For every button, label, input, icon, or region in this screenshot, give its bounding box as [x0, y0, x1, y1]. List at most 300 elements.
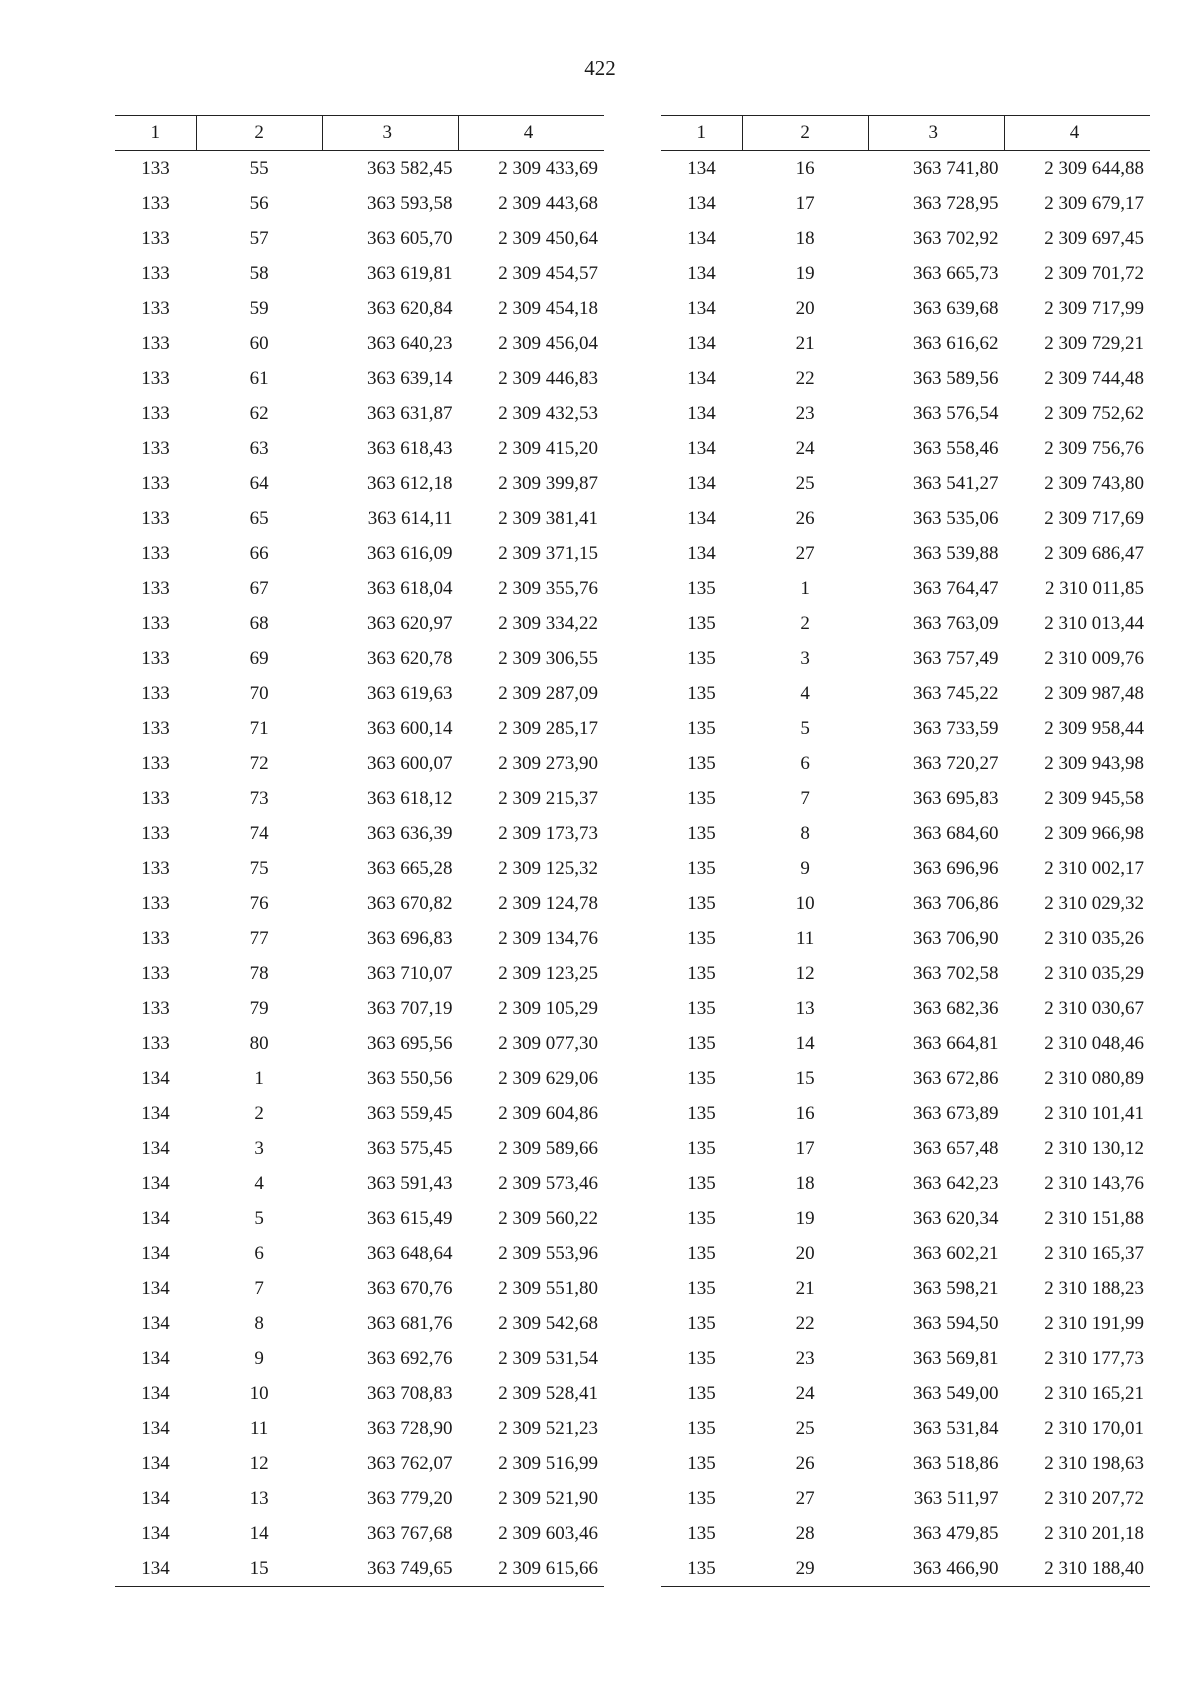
coordinate-x-cell: 363 539,88: [913, 542, 999, 564]
contour-number-cell: 133: [141, 892, 170, 914]
coordinate-y-cell: 2 309 551,80: [498, 1277, 598, 1299]
contour-number-cell: 133: [141, 997, 170, 1019]
point-number-cell: 22: [795, 1312, 815, 1334]
coordinate-x-cell: 363 708,83: [367, 1382, 453, 1404]
coordinate-y-cell: 2 310 009,76: [1044, 647, 1144, 669]
table-row: [115, 1166, 604, 1201]
point-number-cell: 12: [795, 962, 815, 984]
table-row: [115, 571, 604, 606]
contour-number-cell: 135: [687, 1347, 716, 1369]
point-number-cell: 17: [795, 1137, 815, 1159]
table-row: [661, 781, 1150, 816]
point-number-cell: 1: [254, 1067, 264, 1089]
coordinate-x-cell: 363 757,49: [913, 647, 999, 669]
table-row: [661, 291, 1150, 326]
contour-number-cell: 133: [141, 297, 170, 319]
point-number-cell: 59: [249, 297, 269, 319]
point-number-cell: 15: [196, 1551, 322, 1587]
coordinate-y-cell: 2 310 191,99: [1044, 1312, 1144, 1334]
point-number-cell: 7: [800, 787, 810, 809]
point-number-cell: 2: [254, 1102, 264, 1124]
point-number-cell: 13: [795, 997, 815, 1019]
coordinate-y-cell: 2 309 287,09: [498, 682, 598, 704]
contour-number-cell: 133: [141, 437, 170, 459]
table-row: [115, 431, 604, 466]
contour-number-cell: 133: [141, 927, 170, 949]
coordinate-y-cell: 2 309 443,68: [498, 192, 598, 214]
coordinate-y-cell: 2 310 143,76: [1044, 1172, 1144, 1194]
coordinate-x-cell: 363 631,87: [367, 402, 453, 424]
point-number-cell: 5: [800, 717, 810, 739]
point-number-cell: 9: [254, 1347, 264, 1369]
point-number-cell: 15: [795, 1067, 815, 1089]
contour-number-cell: 133: [141, 682, 170, 704]
contour-number-cell: 135: [687, 1487, 716, 1509]
coordinate-x-cell: 363 642,23: [913, 1172, 999, 1194]
point-number-cell: 11: [249, 1417, 269, 1439]
coordinate-x-cell: 363 728,90: [367, 1417, 453, 1439]
coordinate-y-cell: 2 309 399,87: [498, 472, 598, 494]
contour-number-cell: 135: [687, 1242, 716, 1264]
contour-number-cell: 134: [141, 1452, 170, 1474]
point-number-cell: 68: [249, 612, 269, 634]
coordinate-x-cell: 363 710,07: [367, 962, 453, 984]
point-number-cell: 58: [249, 262, 269, 284]
coordinate-x-cell: 363 741,80: [913, 157, 999, 179]
header-col-2: 2: [742, 116, 868, 151]
point-number-cell: 55: [249, 157, 269, 179]
coordinate-y-cell: 2 309 615,66: [459, 1551, 605, 1587]
coordinate-y-cell: 2 309 573,46: [498, 1172, 598, 1194]
coordinate-x-cell: 363 665,28: [367, 857, 453, 879]
coordinate-y-cell: 2 309 958,44: [1044, 717, 1144, 739]
coordinate-x-cell: 363 618,12: [367, 787, 453, 809]
contour-number-cell: 134: [115, 1551, 196, 1587]
coordinate-x-cell: 363 640,23: [367, 332, 453, 354]
table-row: [661, 1131, 1150, 1166]
point-number-cell: 1: [800, 577, 810, 599]
coordinate-y-cell: 2 309 450,64: [498, 227, 598, 249]
point-number-cell: 75: [249, 857, 269, 879]
contour-number-cell: 134: [141, 1382, 170, 1404]
coordinate-y-cell: 2 310 165,21: [1044, 1382, 1144, 1404]
point-number-cell: 28: [795, 1522, 815, 1544]
point-number-cell: 29: [742, 1551, 868, 1587]
coordinate-y-cell: 2 309 966,98: [1044, 822, 1144, 844]
coordinate-y-cell: 2 309 756,76: [1044, 437, 1144, 459]
coordinate-x-cell: 363 620,78: [367, 647, 453, 669]
coordinate-x-cell: 363 559,45: [367, 1102, 453, 1124]
table-row: [661, 361, 1150, 396]
coordinate-y-cell: 2 310 207,72: [1044, 1487, 1144, 1509]
table-row: [661, 711, 1150, 746]
table-row: [115, 1026, 604, 1061]
table-row: [115, 711, 604, 746]
coordinate-x-cell: 363 558,46: [913, 437, 999, 459]
table-row: [115, 991, 604, 1026]
contour-number-cell: 133: [141, 542, 170, 564]
contour-number-cell: 134: [141, 1522, 170, 1544]
coordinate-x-cell: 363 702,92: [913, 227, 999, 249]
coordinate-y-cell: 2 310 201,18: [1044, 1522, 1144, 1544]
contour-number-cell: 135: [687, 752, 716, 774]
coordinate-y-cell: 2 309 752,62: [1044, 402, 1144, 424]
contour-number-cell: 133: [141, 822, 170, 844]
point-number-cell: 18: [795, 1172, 815, 1194]
coordinate-x-cell: 363 695,83: [913, 787, 999, 809]
coordinate-y-cell: 2 310 011,85: [1044, 577, 1144, 599]
point-number-cell: 77: [249, 927, 269, 949]
contour-number-cell: 133: [141, 332, 170, 354]
coordinate-x-cell: 363 702,58: [913, 962, 999, 984]
coordinate-y-cell: 2 309 603,46: [498, 1522, 598, 1544]
point-number-cell: 20: [795, 297, 815, 319]
page-number: 422: [584, 56, 616, 80]
coordinate-y-cell: 2 310 130,12: [1044, 1137, 1144, 1159]
point-number-cell: 19: [795, 1207, 815, 1229]
contour-number-cell: 133: [141, 402, 170, 424]
table-row: [115, 781, 604, 816]
table-row: [115, 1446, 604, 1481]
contour-number-cell: 135: [687, 1522, 716, 1544]
contour-number-cell: 133: [141, 787, 170, 809]
contour-number-cell: 134: [141, 1137, 170, 1159]
coordinate-y-cell: 2 309 679,17: [1044, 192, 1144, 214]
coordinate-x-cell: 363 707,19: [367, 997, 453, 1019]
contour-number-cell: 133: [141, 647, 170, 669]
coordinate-y-cell: 2 309 306,55: [498, 647, 598, 669]
coordinate-x-cell: 363 696,96: [913, 857, 999, 879]
point-number-cell: 65: [249, 507, 269, 529]
table-row: [115, 361, 604, 396]
point-number-cell: 19: [795, 262, 815, 284]
point-number-cell: 56: [249, 192, 269, 214]
coordinate-y-cell: 2 309 644,88: [1044, 157, 1144, 179]
contour-number-cell: 135: [687, 682, 716, 704]
point-number-cell: 26: [795, 1452, 815, 1474]
table-row: [115, 1236, 604, 1271]
contour-number-cell: 135: [687, 1382, 716, 1404]
point-number-cell: 21: [795, 1277, 815, 1299]
point-number-cell: 17: [795, 192, 815, 214]
point-number-cell: 13: [249, 1487, 269, 1509]
table-row: [661, 396, 1150, 431]
table-row: [115, 886, 604, 921]
table-row: [115, 1131, 604, 1166]
table-row: [115, 1096, 604, 1131]
coordinate-x-cell: 363 749,65: [322, 1551, 458, 1587]
contour-number-cell: 133: [141, 577, 170, 599]
coordinate-x-cell: 363 615,49: [367, 1207, 453, 1229]
table-row: [661, 991, 1150, 1026]
table-header: [115, 116, 604, 151]
coordinate-y-cell: 2 309 446,83: [498, 367, 598, 389]
contour-number-cell: 133: [141, 962, 170, 984]
coordinate-x-cell: 363 745,22: [913, 682, 999, 704]
contour-number-cell: 135: [687, 577, 716, 599]
coordinate-y-cell: 2 310 165,37: [1044, 1242, 1144, 1264]
table-body: [115, 151, 604, 1587]
coordinates-table-left: [115, 115, 604, 1587]
coordinate-y-cell: 2 309 433,69: [498, 157, 598, 179]
point-number-cell: 3: [254, 1137, 264, 1159]
table-row: [661, 1306, 1150, 1341]
coordinate-y-cell: 2 309 077,30: [498, 1032, 598, 1054]
contour-number-cell: 133: [141, 857, 170, 879]
coordinate-x-cell: 363 657,48: [913, 1137, 999, 1159]
table-row: [115, 746, 604, 781]
coordinate-x-cell: 363 720,27: [913, 752, 999, 774]
coordinate-y-cell: 2 309 334,22: [498, 612, 598, 634]
table-row: [115, 186, 604, 221]
coordinate-x-cell: 363 589,56: [913, 367, 999, 389]
coordinate-x-cell: 363 614,11: [367, 507, 453, 529]
header-col-4: 4: [459, 116, 605, 151]
contour-number-cell: 134: [687, 262, 716, 284]
table-row: [661, 536, 1150, 571]
contour-number-cell: 133: [141, 717, 170, 739]
contour-number-cell: 134: [687, 367, 716, 389]
contour-number-cell: 134: [141, 1347, 170, 1369]
coordinate-y-cell: 2 309 717,69: [1044, 507, 1144, 529]
coordinate-x-cell: 363 511,97: [913, 1487, 999, 1509]
coordinate-x-cell: 363 672,86: [913, 1067, 999, 1089]
point-number-cell: 25: [795, 472, 815, 494]
coordinate-x-cell: 363 593,58: [367, 192, 453, 214]
header-row: [115, 116, 604, 151]
contour-number-cell: 135: [687, 1137, 716, 1159]
contour-number-cell: 135: [687, 1312, 716, 1334]
header-col-4: 4: [1005, 116, 1151, 151]
coordinate-x-cell: 363 670,82: [367, 892, 453, 914]
coordinate-y-cell: 2 309 454,18: [498, 297, 598, 319]
contour-number-cell: 134: [141, 1172, 170, 1194]
table-row: [661, 851, 1150, 886]
coordinate-y-cell: 2 310 035,26: [1044, 927, 1144, 949]
coordinate-y-cell: 2 309 521,23: [498, 1417, 598, 1439]
contour-number-cell: 133: [141, 752, 170, 774]
coordinate-y-cell: 2 309 456,04: [498, 332, 598, 354]
contour-number-cell: 135: [687, 822, 716, 844]
coordinate-x-cell: 363 682,36: [913, 997, 999, 1019]
coordinate-y-cell: 2 309 604,86: [498, 1102, 598, 1124]
table-row: [115, 151, 604, 187]
point-number-cell: 20: [795, 1242, 815, 1264]
coordinate-y-cell: 2 309 516,99: [498, 1452, 598, 1474]
coordinate-x-cell: 363 619,81: [367, 262, 453, 284]
table-row: [661, 921, 1150, 956]
contour-number-cell: 133: [141, 472, 170, 494]
point-number-cell: 66: [249, 542, 269, 564]
table-row: [661, 746, 1150, 781]
point-number-cell: 23: [795, 1347, 815, 1369]
coordinate-y-cell: 2 309 701,72: [1044, 262, 1144, 284]
point-number-cell: 27: [795, 542, 815, 564]
table-row: [115, 291, 604, 326]
coordinate-x-cell: 363 605,70: [367, 227, 453, 249]
point-number-cell: 6: [254, 1242, 264, 1264]
coordinate-x-cell: 363 763,09: [913, 612, 999, 634]
coordinate-x-cell: 363 479,85: [913, 1522, 999, 1544]
coordinate-y-cell: 2 309 945,58: [1044, 787, 1144, 809]
contour-number-cell: 134: [141, 1312, 170, 1334]
table-row: [661, 1166, 1150, 1201]
contour-number-cell: 134: [687, 157, 716, 179]
coordinate-y-cell: 2 309 432,53: [498, 402, 598, 424]
coordinate-x-cell: 363 639,68: [913, 297, 999, 319]
contour-number-cell: 133: [141, 367, 170, 389]
coordinate-x-cell: 363 681,76: [367, 1312, 453, 1334]
coordinate-x-cell: 363 582,45: [367, 157, 453, 179]
coordinate-y-cell: 2 310 151,88: [1044, 1207, 1144, 1229]
coordinate-y-cell: 2 309 415,20: [498, 437, 598, 459]
table-row: [115, 1516, 604, 1551]
coordinate-y-cell: 2 309 943,98: [1044, 752, 1144, 774]
contour-number-cell: 133: [141, 612, 170, 634]
coordinate-x-cell: 363 764,47: [913, 577, 999, 599]
contour-number-cell: 133: [141, 262, 170, 284]
coordinate-x-cell: 363 779,20: [367, 1487, 453, 1509]
coordinate-y-cell: 2 310 035,29: [1044, 962, 1144, 984]
header-row: [661, 116, 1150, 151]
coordinate-x-cell: 363 598,21: [913, 1277, 999, 1299]
coordinate-y-cell: 2 310 188,23: [1044, 1277, 1144, 1299]
point-number-cell: 61: [249, 367, 269, 389]
contour-number-cell: 135: [687, 717, 716, 739]
contour-number-cell: 134: [141, 1417, 170, 1439]
point-number-cell: 16: [795, 157, 815, 179]
point-number-cell: 5: [254, 1207, 264, 1229]
coordinate-y-cell: 2 310 002,17: [1044, 857, 1144, 879]
coordinate-y-cell: 2 309 686,47: [1044, 542, 1144, 564]
coordinate-y-cell: 2 309 285,17: [498, 717, 598, 739]
point-number-cell: 57: [249, 227, 269, 249]
point-number-cell: 23: [795, 402, 815, 424]
table-row: [661, 466, 1150, 501]
table-row: [115, 851, 604, 886]
table-row: [661, 1481, 1150, 1516]
table-row: [115, 921, 604, 956]
table-row: [661, 606, 1150, 641]
table-row: [661, 186, 1150, 221]
coordinate-x-cell: 363 550,56: [367, 1067, 453, 1089]
table-row: [661, 1096, 1150, 1131]
contour-number-cell: 134: [687, 507, 716, 529]
table-row: [661, 1061, 1150, 1096]
table-row: [115, 466, 604, 501]
point-number-cell: 69: [249, 647, 269, 669]
coordinate-x-cell: 363 618,04: [367, 577, 453, 599]
point-number-cell: 62: [249, 402, 269, 424]
table-row: [661, 256, 1150, 291]
contour-number-cell: 135: [687, 997, 716, 1019]
contour-number-cell: 134: [141, 1102, 170, 1124]
coordinate-y-cell: 2 309 717,99: [1044, 297, 1144, 319]
contour-number-cell: 135: [687, 1102, 716, 1124]
table-row: [661, 1376, 1150, 1411]
coordinate-x-cell: 363 767,68: [367, 1522, 453, 1544]
contour-number-cell: 135: [687, 857, 716, 879]
contour-number-cell: 133: [141, 192, 170, 214]
table-row: [115, 1481, 604, 1516]
table-row: [661, 641, 1150, 676]
point-number-cell: 78: [249, 962, 269, 984]
coordinate-y-cell: 2 309 454,57: [498, 262, 598, 284]
point-number-cell: 25: [795, 1417, 815, 1439]
coordinate-y-cell: 2 309 528,41: [498, 1382, 598, 1404]
coordinate-y-cell: 2 310 029,32: [1044, 892, 1144, 914]
point-number-cell: 2: [800, 612, 810, 634]
contour-number-cell: 135: [687, 1207, 716, 1229]
point-number-cell: 7: [254, 1277, 264, 1299]
coordinate-x-cell: 363 728,95: [913, 192, 999, 214]
header-col-3: 3: [322, 116, 458, 151]
point-number-cell: 24: [795, 437, 815, 459]
contour-number-cell: 134: [141, 1242, 170, 1264]
header-col-2: 2: [196, 116, 322, 151]
table-row: [115, 1306, 604, 1341]
coordinate-x-cell: 363 612,18: [367, 472, 453, 494]
contour-number-cell: 135: [687, 1067, 716, 1089]
coordinate-y-cell: 2 309 105,29: [498, 997, 598, 1019]
contour-number-cell: 134: [687, 437, 716, 459]
coordinate-x-cell: 363 636,39: [367, 822, 453, 844]
coordinate-y-cell: 2 310 080,89: [1044, 1067, 1144, 1089]
coordinate-x-cell: 363 692,76: [367, 1347, 453, 1369]
coordinate-y-cell: 2 309 273,90: [498, 752, 598, 774]
table-row: [115, 956, 604, 991]
point-number-cell: 6: [800, 752, 810, 774]
coordinate-x-cell: 363 706,90: [913, 927, 999, 949]
point-number-cell: 10: [249, 1382, 269, 1404]
table-row: [661, 1551, 1150, 1587]
coordinate-y-cell: 2 309 987,48: [1044, 682, 1144, 704]
table-row: [661, 956, 1150, 991]
table-row: [661, 1411, 1150, 1446]
coordinate-y-cell: 2 309 729,21: [1044, 332, 1144, 354]
coordinate-x-cell: 363 684,60: [913, 822, 999, 844]
table-row: [115, 1376, 604, 1411]
coordinate-x-cell: 363 618,43: [367, 437, 453, 459]
point-number-cell: 26: [795, 507, 815, 529]
contour-number-cell: 135: [687, 1417, 716, 1439]
coordinate-y-cell: 2 309 381,41: [498, 507, 598, 529]
contour-number-cell: 135: [687, 612, 716, 634]
contour-number-cell: 135: [687, 1172, 716, 1194]
coordinate-x-cell: 363 518,86: [913, 1452, 999, 1474]
coordinate-y-cell: 2 309 629,06: [498, 1067, 598, 1089]
table-row: [661, 816, 1150, 851]
table-row: [115, 1271, 604, 1306]
coordinate-y-cell: 2 310 177,73: [1044, 1347, 1144, 1369]
coordinates-table-right: [661, 115, 1150, 1587]
coordinate-x-cell: 363 600,07: [367, 752, 453, 774]
coordinate-y-cell: 2 309 589,66: [498, 1137, 598, 1159]
table-row: [661, 676, 1150, 711]
contour-number-cell: 135: [661, 1551, 742, 1587]
coordinate-x-cell: 363 602,21: [913, 1242, 999, 1264]
coordinate-x-cell: 363 591,43: [367, 1172, 453, 1194]
table-row: [661, 1516, 1150, 1551]
contour-number-cell: 134: [687, 472, 716, 494]
table-row: [661, 1341, 1150, 1376]
coordinate-x-cell: 363 616,09: [367, 542, 453, 564]
point-number-cell: 71: [249, 717, 269, 739]
coordinate-y-cell: 2 309 173,73: [498, 822, 598, 844]
point-number-cell: 80: [249, 1032, 269, 1054]
coordinate-x-cell: 363 576,54: [913, 402, 999, 424]
coordinate-y-cell: 2 310 101,41: [1044, 1102, 1144, 1124]
